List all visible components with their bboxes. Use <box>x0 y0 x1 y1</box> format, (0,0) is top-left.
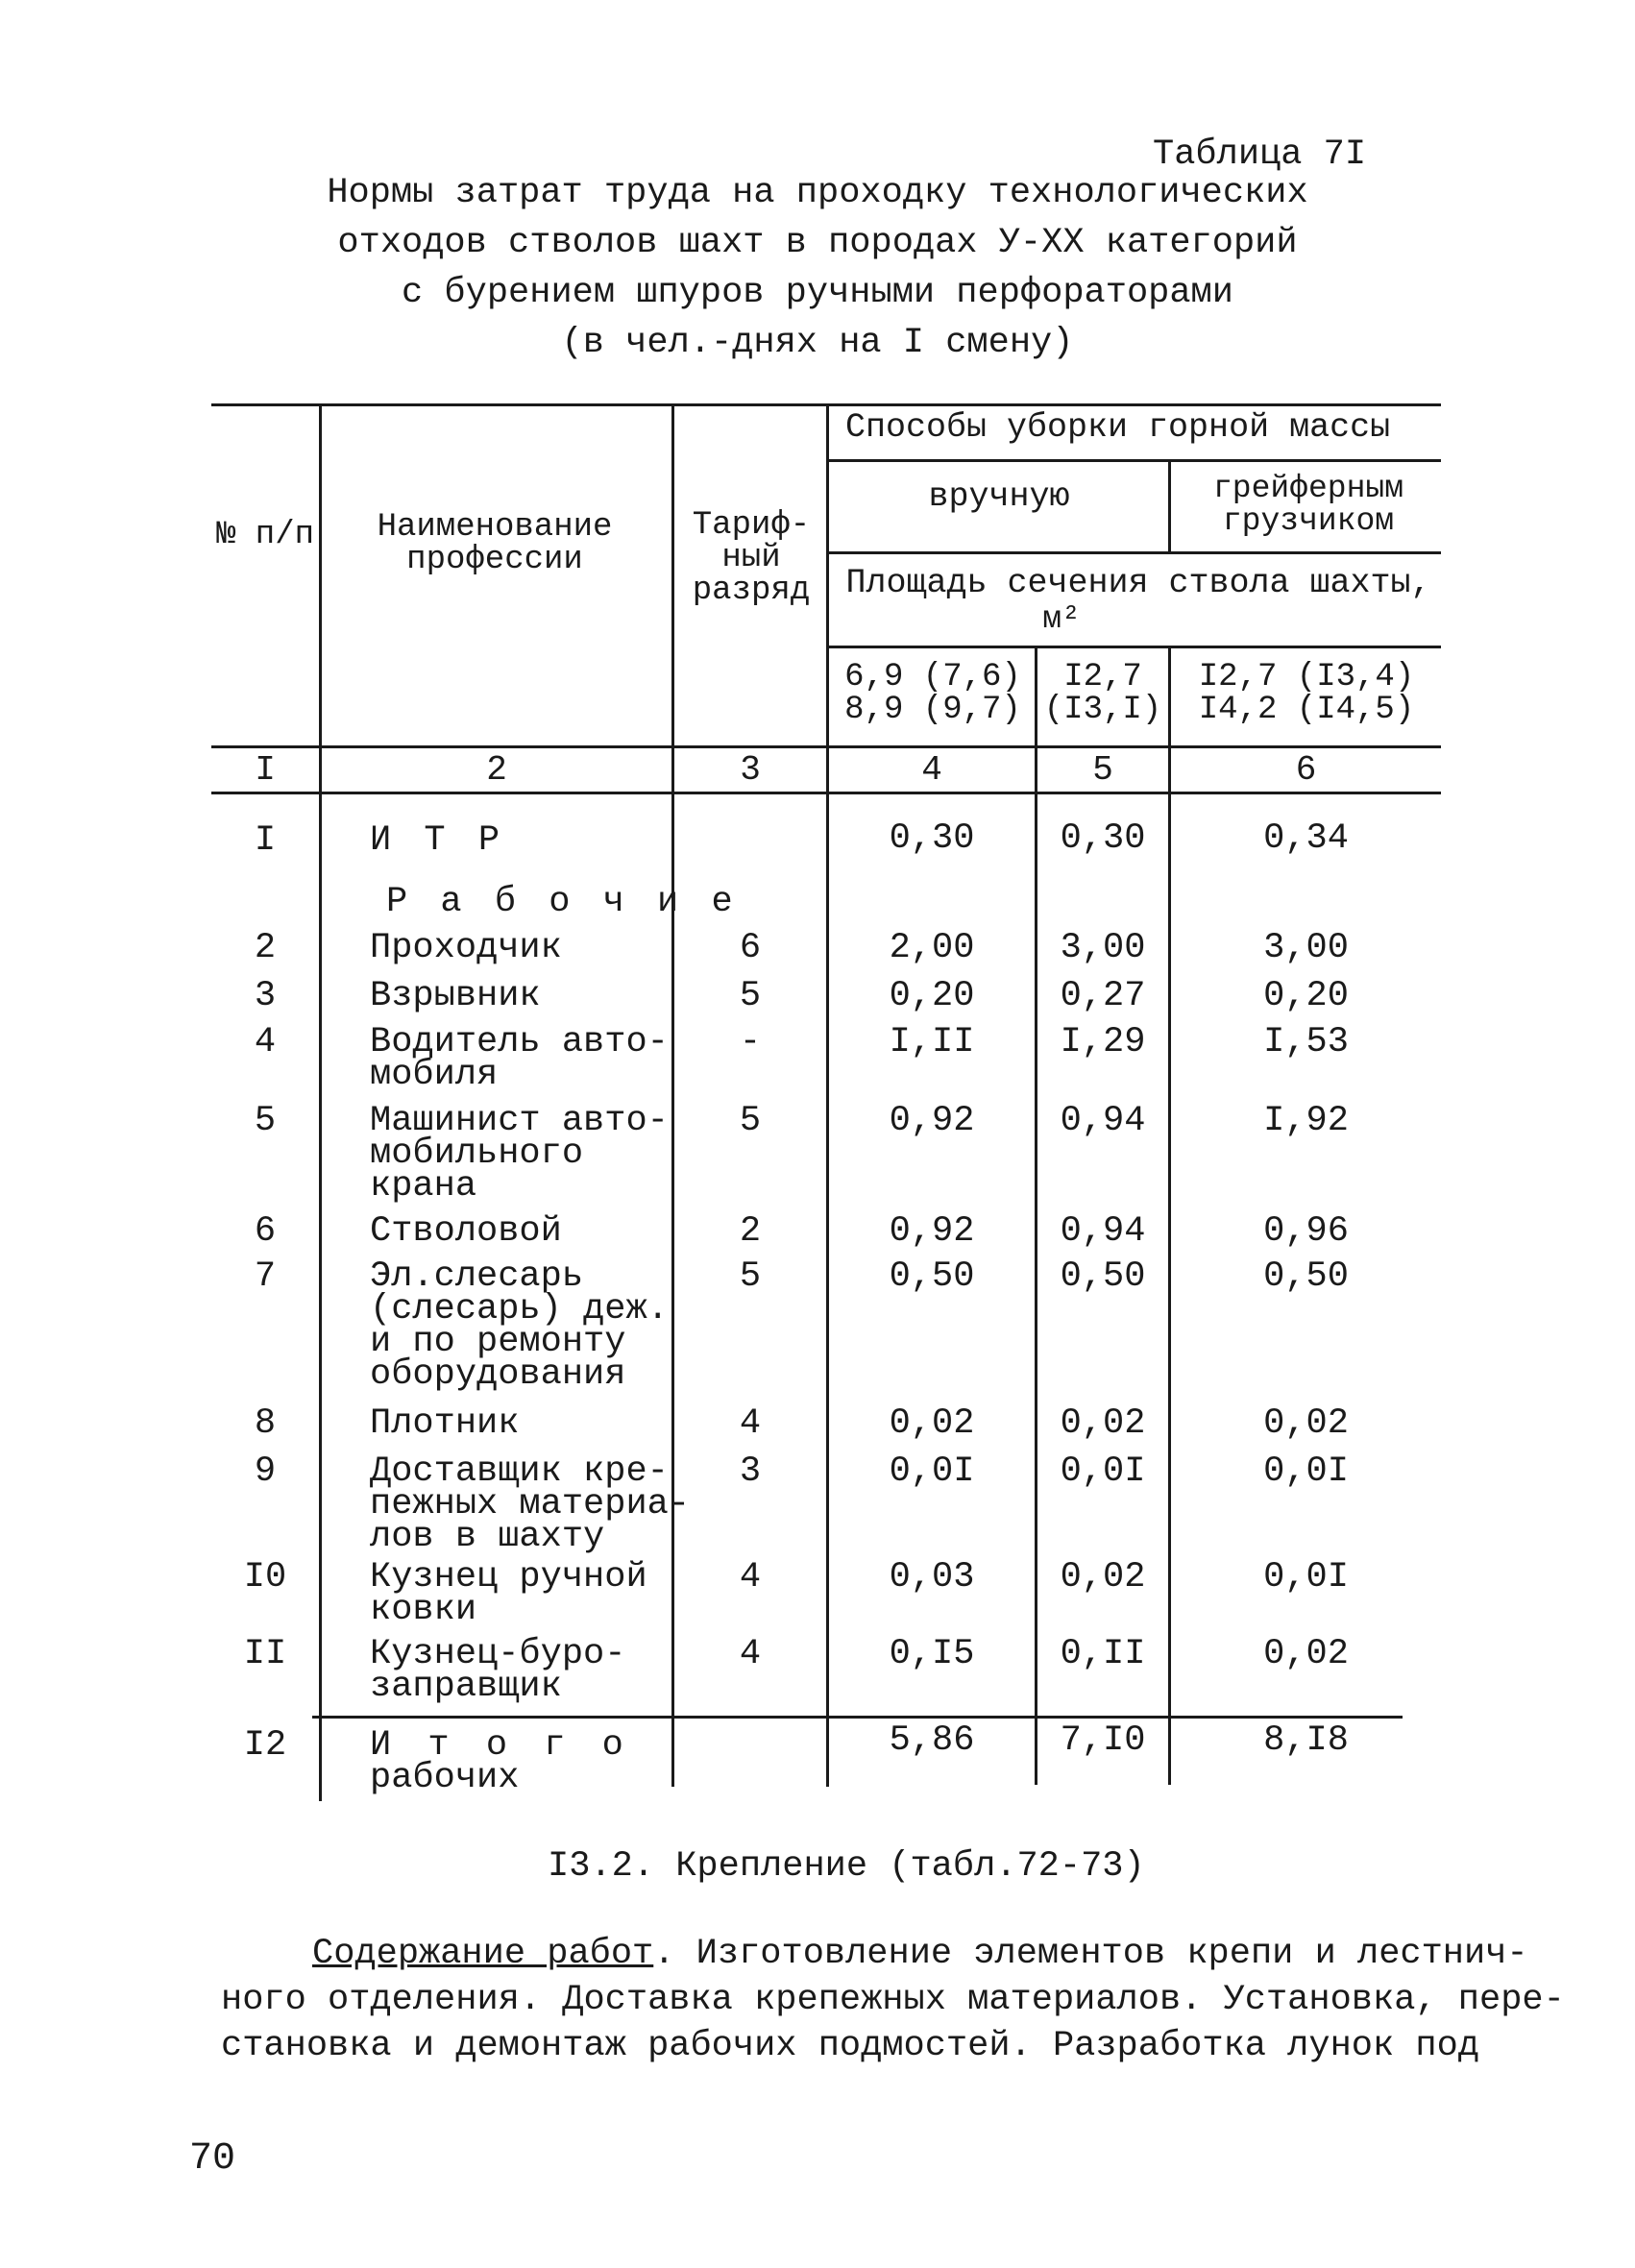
value-manual-small: 0,30 <box>889 818 975 859</box>
profession-name: Плотник <box>370 1403 520 1444</box>
tariff-grade: 4 <box>739 1557 762 1597</box>
tariff-grade: 6 <box>739 928 762 968</box>
methods-rule <box>826 459 1441 462</box>
colnum-4: 4 <box>921 750 942 790</box>
row-number: 2 <box>254 928 277 968</box>
page-number: 70 <box>189 2137 236 2181</box>
row-number: 7 <box>254 1256 277 1297</box>
profession-name: И Т Р <box>370 820 506 861</box>
row-number: I0 <box>243 1557 287 1597</box>
header-grade: Тариф-ный разряд <box>692 507 811 609</box>
total-manual-large: 7,I0 <box>1060 1720 1146 1761</box>
value-manual-large: 0,02 <box>1060 1403 1146 1444</box>
subheader-col5-line1: I2,7 <box>1063 659 1142 695</box>
value-manual-large: 0,02 <box>1060 1557 1146 1597</box>
value-manual-large: 0,27 <box>1060 976 1146 1016</box>
value-grab: 0,34 <box>1263 818 1349 859</box>
profession-name: оборудования <box>370 1354 626 1395</box>
value-grab: 0,02 <box>1263 1403 1349 1444</box>
paragraph-line-1-rest: . Изготовление элементов крепи и лестнич- <box>653 1934 1528 1974</box>
value-manual-small: 0,I5 <box>889 1634 975 1674</box>
profession-name: мобильного <box>370 1134 584 1174</box>
profession-name: Машинист авто- <box>370 1101 669 1141</box>
paragraph-line-1 <box>312 1934 1528 1974</box>
value-manual-small: 2,00 <box>889 928 975 968</box>
col-divider-1 <box>319 403 322 1801</box>
profession-name: Проходчик <box>370 928 562 968</box>
profession-name: заправщик <box>370 1667 562 1707</box>
table-number: Таблица 7I <box>1153 134 1367 175</box>
value-manual-large: 0,50 <box>1060 1256 1146 1297</box>
header-area: Площадь сечения ствола шахты, <box>845 564 1431 602</box>
value-grab: 0,20 <box>1263 976 1349 1016</box>
value-manual-large: 0,II <box>1060 1634 1146 1674</box>
table-title-line-1: Нормы затрат труда на проходку технологических <box>327 173 1308 213</box>
table-title-line-4: (в чел.-днях на I смену) <box>561 323 1074 363</box>
section-title: I3.2. Крепление (табл.72-73) <box>548 1846 1145 1887</box>
profession-name: Стволовой <box>370 1211 562 1252</box>
profession-name: Эл.слесарь <box>370 1256 584 1297</box>
profession-name: Водитель авто- <box>370 1022 669 1062</box>
row-number: I <box>254 820 277 861</box>
value-manual-small: 0,20 <box>889 976 975 1016</box>
subheader-col6-line2: I4,2 (I4,5) <box>1198 692 1415 728</box>
subheader-col4-line1: 6,9 (7,6) <box>844 659 1021 695</box>
value-manual-large: I,29 <box>1060 1022 1146 1062</box>
tariff-grade: 4 <box>739 1403 762 1444</box>
value-manual-small: 0,03 <box>889 1557 975 1597</box>
tariff-grade: - <box>739 1022 762 1062</box>
value-grab: 0,0I <box>1263 1557 1349 1597</box>
tariff-grade: 4 <box>739 1634 762 1674</box>
row-number: 9 <box>254 1451 277 1492</box>
subheader-col6-line1: I2,7 (I3,4) <box>1198 659 1415 695</box>
value-grab: I,53 <box>1263 1022 1349 1062</box>
profession-name: крана <box>370 1166 477 1207</box>
value-manual-small: 0,92 <box>889 1101 975 1141</box>
value-manual-small: 0,0I <box>889 1451 975 1492</box>
paragraph-line-3: становка и демонтаж рабочих подмостей. Разработка лунок под <box>221 2026 1480 2066</box>
colnum-6: 6 <box>1295 750 1317 790</box>
colnum-3: 3 <box>740 750 761 790</box>
value-grab: 0,0I <box>1263 1451 1349 1492</box>
row-number: 4 <box>254 1022 277 1062</box>
colnum-1: I <box>255 750 276 790</box>
tariff-grade: 3 <box>739 1451 762 1492</box>
total-manual-small: 5,86 <box>889 1720 975 1761</box>
profession-name: Кузнец-буро- <box>370 1634 626 1674</box>
value-grab: 3,00 <box>1263 928 1349 968</box>
tariff-grade: 5 <box>739 1101 762 1141</box>
value-grab: 0,50 <box>1263 1256 1349 1297</box>
area-rule <box>826 646 1441 648</box>
profession-name: Взрывник <box>370 976 541 1016</box>
tariff-grade: 5 <box>739 1256 762 1297</box>
value-manual-large: 0,94 <box>1060 1101 1146 1141</box>
value-manual-large: 0,94 <box>1060 1211 1146 1252</box>
row-number: II <box>243 1634 287 1674</box>
value-grab: I,92 <box>1263 1101 1349 1141</box>
subheader-col4-line2: 8,9 (9,7) <box>844 692 1021 728</box>
value-grab: 0,02 <box>1263 1634 1349 1674</box>
row-number: I2 <box>243 1725 287 1766</box>
value-manual-large: 0,30 <box>1060 818 1146 859</box>
row-number: 5 <box>254 1101 277 1141</box>
tariff-grade: 5 <box>739 976 762 1016</box>
header-manual: вручную <box>928 477 1070 516</box>
row-number: 8 <box>254 1403 277 1444</box>
colnum-5: 5 <box>1092 750 1113 790</box>
header-profession: Наименование профессии <box>377 509 613 578</box>
header-no: № п/п <box>215 517 315 553</box>
total-label: И т о г о <box>370 1725 631 1766</box>
value-manual-small: 0,50 <box>889 1256 975 1297</box>
total-rule <box>312 1716 1403 1719</box>
total-grab: 8,I8 <box>1263 1720 1349 1761</box>
tariff-grade: 2 <box>739 1211 762 1252</box>
value-manual-large: 3,00 <box>1060 928 1146 968</box>
colnum-2: 2 <box>486 750 507 790</box>
methods-sub-rule <box>826 551 1441 554</box>
total-label-workers: рабочих <box>370 1758 520 1798</box>
profession-name: и по ремонту <box>370 1322 626 1362</box>
row-number: 6 <box>254 1211 277 1252</box>
paragraph-line-2: ного отделения. Доставка крепежных материалов. Установка, пере- <box>221 1980 1565 2020</box>
profession-name: мобиля <box>370 1055 499 1095</box>
paragraph-lead: Содержание работ <box>312 1934 654 1974</box>
value-manual-small: I,II <box>889 1022 975 1062</box>
value-manual-small: 0,02 <box>889 1403 975 1444</box>
header-grab: грейферным грузчиком <box>1212 471 1404 539</box>
profession-name: лов в шахту <box>370 1517 605 1557</box>
value-manual-large: 0,0I <box>1060 1451 1146 1492</box>
profession-name: Кузнец ручной <box>370 1557 647 1597</box>
profession-name: пежных материа- <box>370 1484 691 1524</box>
subheader-col5-line2: (I3,I) <box>1043 692 1162 728</box>
value-manual-small: 0,92 <box>889 1211 975 1252</box>
col-divider-5a <box>1168 459 1171 551</box>
profession-name: Доставщик кре- <box>370 1451 669 1492</box>
profession-name: ковки <box>370 1590 477 1630</box>
profession-name: (слесарь) деж. <box>370 1289 669 1329</box>
header-methods: Способы уборки горной массы <box>845 408 1391 447</box>
table-title-line-3: с бурением шпуров ручными перфораторами <box>402 273 1233 313</box>
workers-label: Р а б о ч и е <box>386 882 739 922</box>
header-area-unit: м² <box>1042 601 1081 637</box>
table-title-line-2: отходов стволов шахт в породах У-ХХ категорий <box>337 223 1298 263</box>
value-grab: 0,96 <box>1263 1211 1349 1252</box>
row-number: 3 <box>254 976 277 1016</box>
